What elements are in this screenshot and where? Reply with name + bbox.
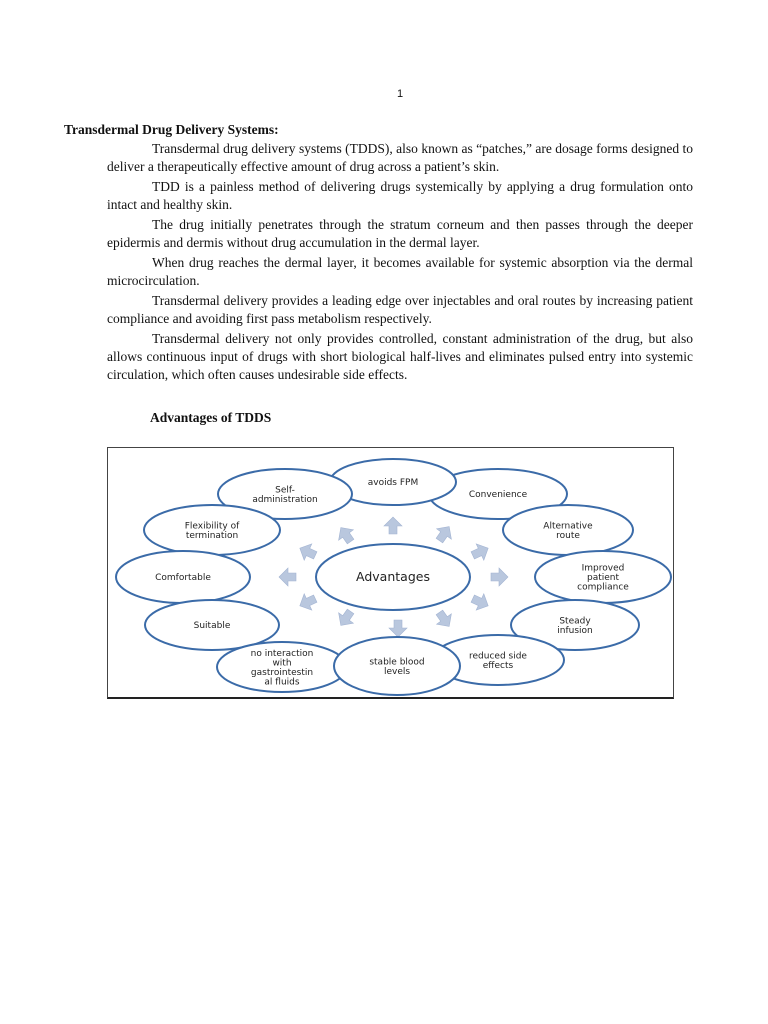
node-label: Alternative: [543, 521, 593, 532]
arrow-icon: [389, 620, 407, 637]
paragraph: TDD is a painless method of delivering drugs systemically by applying a drug formulation onto intact and healthy skin.: [107, 179, 693, 212]
node-label: infusion: [557, 625, 593, 636]
paragraph: The drug initially penetrates through the stratum corneum and then passes through the deeper epidermis and dermis without drug accumulation in the dermal layer.: [107, 217, 693, 250]
node-label: Self-: [275, 485, 295, 496]
advantages-diagram-svg: [108, 448, 675, 700]
node-label: gastrointestin: [250, 667, 314, 678]
node-label: Flexibility of: [184, 521, 240, 532]
paragraph: Transdermal drug delivery systems (TDDS), also known as “patches,” are dosage forms designed to deliver a therapeutically effective amount of drug across a patient’s skin.: [107, 141, 693, 174]
section-heading: Transdermal Drug Delivery Systems:: [64, 122, 279, 137]
node-label: administration: [252, 494, 318, 505]
arrow-icon: [432, 521, 456, 545]
arrow-icon: [432, 607, 456, 631]
node-flexibility-of-termination: [144, 505, 280, 555]
node-label: al fluids: [264, 677, 300, 688]
node-stable-blood-levels: [334, 637, 460, 695]
arrow-icon: [469, 540, 492, 563]
paragraph: Transdermal delivery not only provides controlled, constant administration of the drug, but also allows continuous input of drugs with short biological half-lives and eliminates pulsed entry into systemic circulation, which often causes undesirable side effects.: [107, 331, 693, 382]
advantages-heading: Advantages of TDDS: [150, 410, 272, 425]
node-label: with: [272, 658, 292, 669]
arrow-icon: [469, 590, 492, 613]
node-label: Steady: [559, 616, 591, 627]
node-label: Suitable: [193, 621, 231, 631]
paragraph: Transdermal delivery provides a leading edge over injectables and oral routes by increasing patient compliance and avoiding first pass metabolism respectively.: [107, 293, 693, 326]
arrow-icon: [384, 517, 402, 534]
node-label: route: [556, 530, 580, 541]
node-suitable: [145, 600, 279, 650]
node-no-interaction: [217, 642, 347, 692]
node-label: Improved: [581, 563, 625, 574]
node-label: patient: [586, 573, 620, 583]
node-label: compliance: [577, 582, 629, 593]
node-alternative-route: [503, 505, 633, 555]
arrow-icon: [296, 590, 319, 613]
node-label: stable blood: [369, 657, 425, 668]
node-label: Convenience: [468, 490, 528, 500]
paragraph: When drug reaches the dermal layer, it becomes available for systemic absorption via the dermal microcirculation.: [107, 255, 693, 288]
node-label: termination: [185, 530, 239, 541]
arrow-icon: [333, 522, 357, 546]
arrow-icon: [333, 606, 357, 630]
arrow-icon: [491, 568, 508, 586]
node-label: avoids FPM: [367, 478, 419, 488]
node-label: effects: [482, 660, 514, 671]
node-label: no interaction: [250, 648, 314, 659]
advantages-diagram: [107, 447, 674, 699]
node-label: reduced side: [469, 651, 527, 662]
node-improved-patient-compliance: [535, 551, 671, 603]
page-number: 1: [396, 88, 404, 100]
arrow-icon: [279, 568, 296, 586]
body-text: [107, 140, 693, 386]
node-label: levels: [383, 666, 411, 677]
center-node: [316, 544, 470, 610]
node-label: Comfortable: [155, 573, 211, 583]
center-label: Advantages: [356, 569, 430, 584]
arrow-icon: [296, 540, 319, 563]
node-comfortable: [116, 551, 250, 603]
